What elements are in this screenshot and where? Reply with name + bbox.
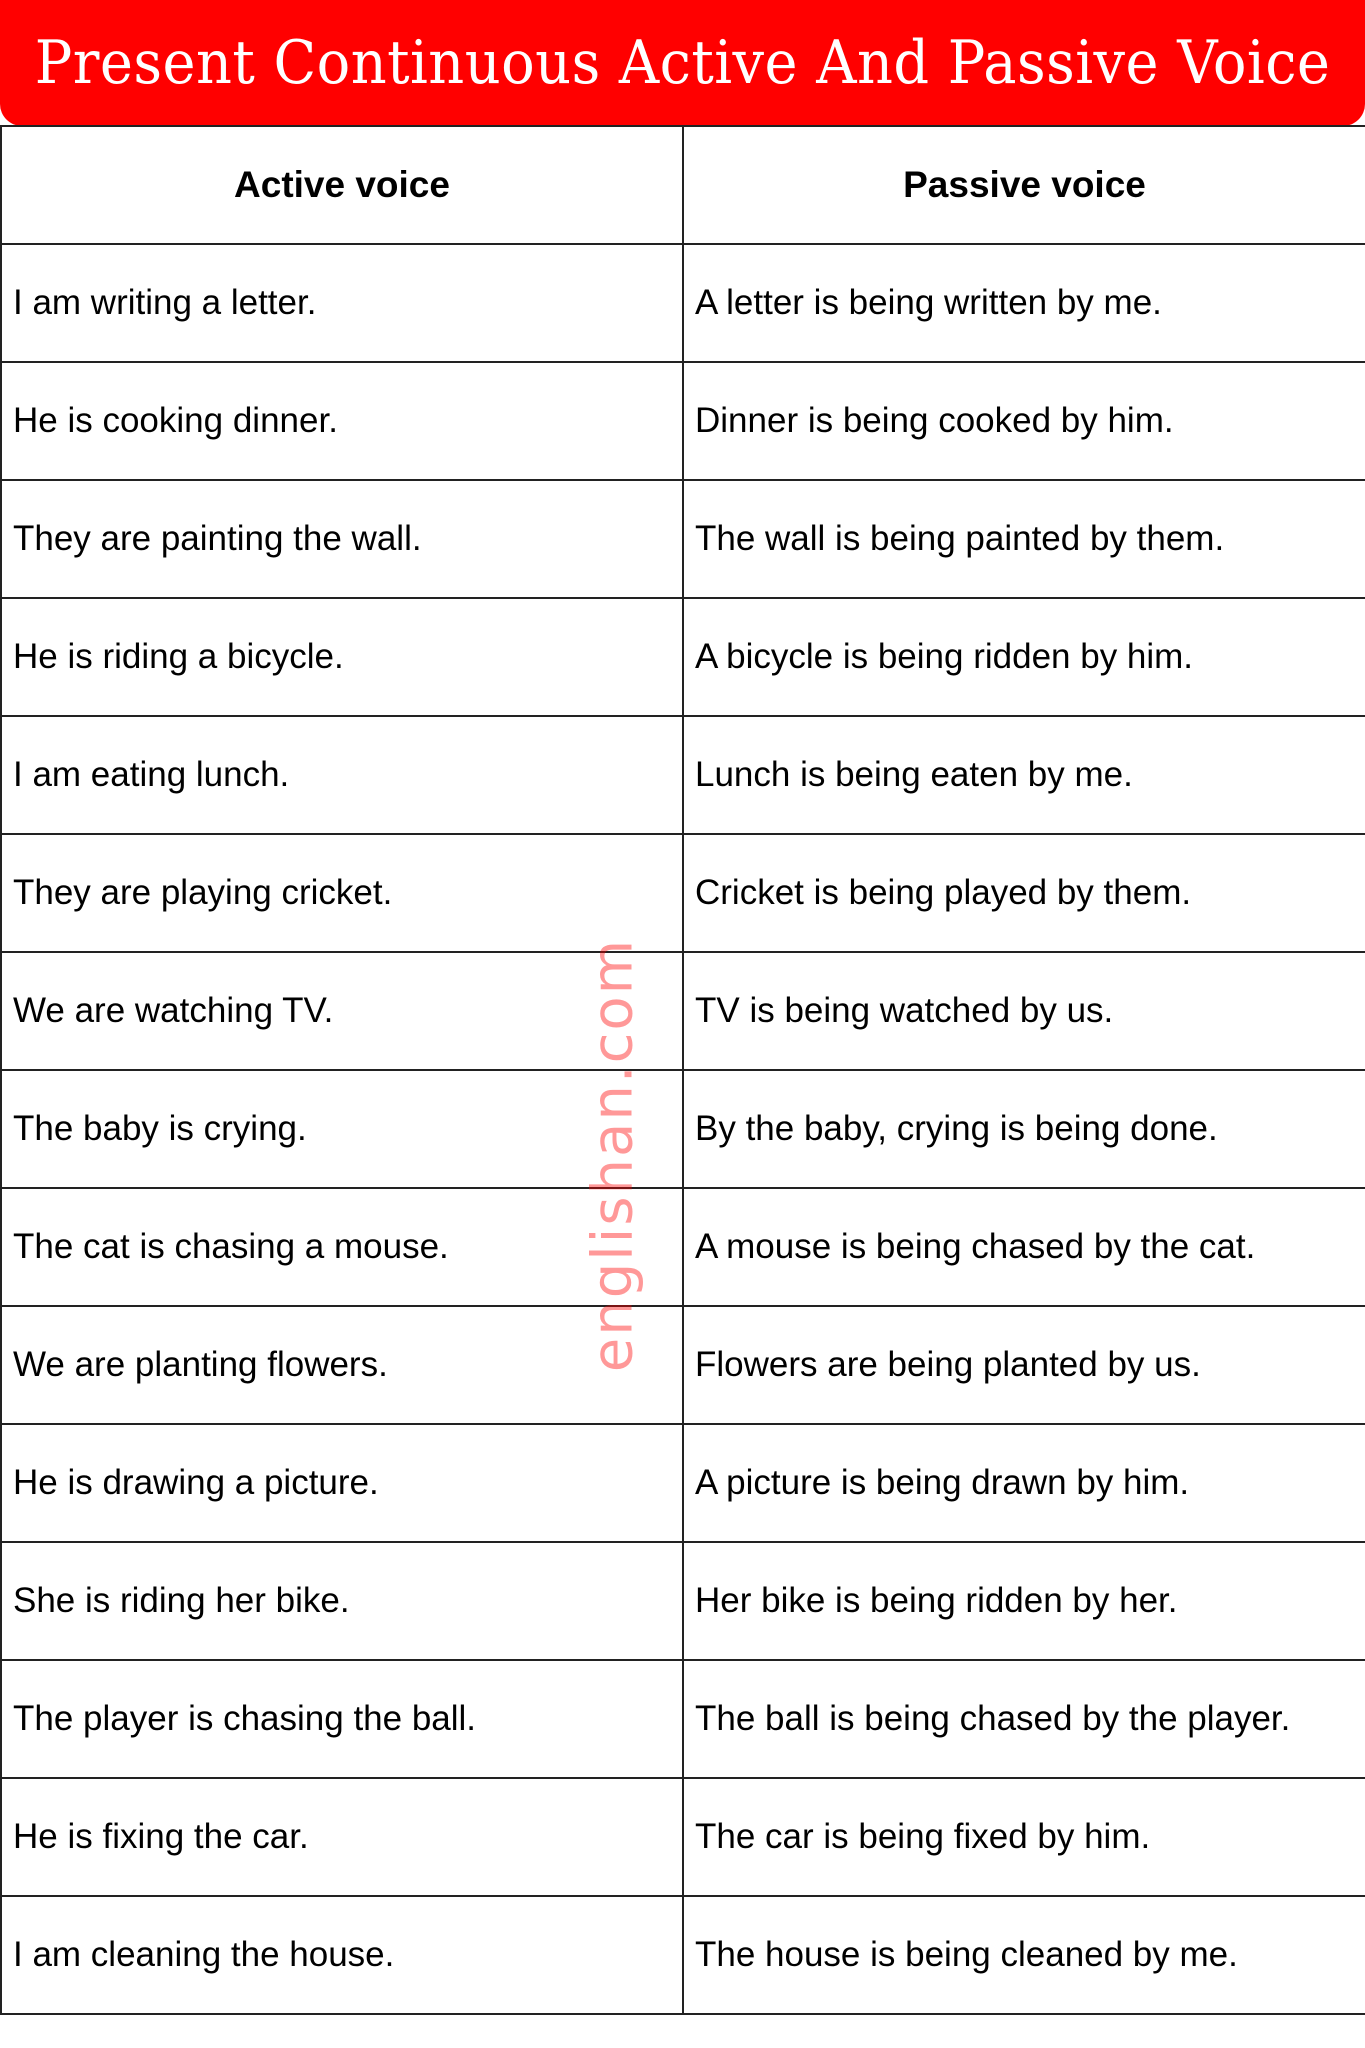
active-cell: We are planting flowers. [1,1306,683,1424]
active-cell: The cat is chasing a mouse. [1,1188,683,1306]
passive-cell: The house is being cleaned by me. [683,1896,1365,2014]
active-cell: She is riding her bike. [1,1542,683,1660]
column-header-passive: Passive voice [683,126,1365,244]
active-cell: I am eating lunch. [1,716,683,834]
active-cell: The baby is crying. [1,1070,683,1188]
passive-cell: A bicycle is being ridden by him. [683,598,1365,716]
active-cell: The player is chasing the ball. [1,1660,683,1778]
active-cell: I am writing a letter. [1,244,683,362]
table-row [1,598,1365,716]
table-row [1,480,1365,598]
voice-table [0,125,1365,2015]
table-row [1,716,1365,834]
passive-cell: Flowers are being planted by us. [683,1306,1365,1424]
table-row [1,362,1365,480]
passive-cell: Cricket is being played by them. [683,834,1365,952]
table-row [1,1896,1365,2014]
active-cell: He is fixing the car. [1,1778,683,1896]
table-row [1,952,1365,1070]
table-row [1,1424,1365,1542]
table-row [1,1070,1365,1188]
table-row [1,244,1365,362]
passive-cell: TV is being watched by us. [683,952,1365,1070]
active-cell: They are painting the wall. [1,480,683,598]
table-header-row [1,126,1365,244]
passive-cell: A letter is being written by me. [683,244,1365,362]
table-row [1,1660,1365,1778]
active-cell: He is drawing a picture. [1,1424,683,1542]
passive-cell: The wall is being painted by them. [683,480,1365,598]
table-row [1,1306,1365,1424]
table-row [1,834,1365,952]
passive-cell: A mouse is being chased by the cat. [683,1188,1365,1306]
passive-cell: A picture is being drawn by him. [683,1424,1365,1542]
passive-cell: By the baby, crying is being done. [683,1070,1365,1188]
table-row [1,1542,1365,1660]
watermark: englishan.com [580,937,646,1373]
active-cell: He is riding a bicycle. [1,598,683,716]
passive-cell: The car is being fixed by him. [683,1778,1365,1896]
passive-cell: Lunch is being eaten by me. [683,716,1365,834]
passive-cell: Dinner is being cooked by him. [683,362,1365,480]
active-cell: They are playing cricket. [1,834,683,952]
active-cell: I am cleaning the house. [1,1896,683,2014]
title-banner [0,0,1365,126]
column-header-active: Active voice [1,126,683,244]
page-title: Present Continuous Active And Passive Voice [34,28,1331,98]
passive-cell: Her bike is being ridden by her. [683,1542,1365,1660]
table-row [1,1188,1365,1306]
passive-cell: The ball is being chased by the player. [683,1660,1365,1778]
active-cell: We are watching TV. [1,952,683,1070]
table-row [1,1778,1365,1896]
active-cell: He is cooking dinner. [1,362,683,480]
